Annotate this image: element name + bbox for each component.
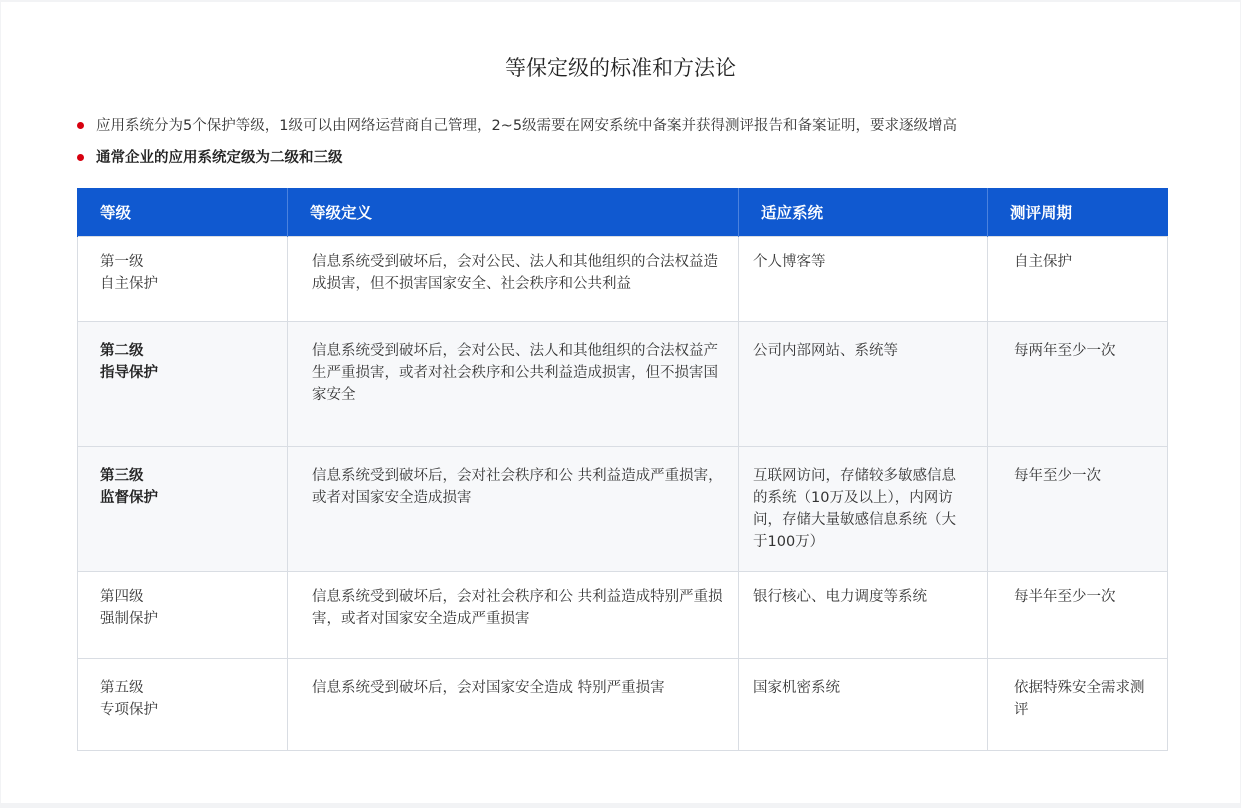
- level-name: 第五级: [100, 680, 144, 696]
- level-name: 第四级: [100, 589, 144, 605]
- bullet-list: [77, 116, 957, 180]
- header-cycle: 测评周期: [988, 188, 1168, 237]
- level-sub: 强制保护: [100, 611, 158, 627]
- definition-cell: 信息系统受到破坏后，会对社会秩序和公 共利益造成严重损害，或者对国家安全造成损害: [288, 447, 739, 572]
- cycle-cell: 每两年至少一次: [988, 322, 1168, 447]
- bullet-dot-icon: [77, 122, 84, 129]
- level-cell: [78, 572, 288, 659]
- content-card: [1, 2, 1240, 803]
- level-sub: 指导保护: [100, 365, 158, 381]
- system-cell: 互联网访问，存储较多敏感信息的系统（10万及以上），内网访问，存储大量敏感信息系统（大于100万）: [739, 447, 988, 572]
- definition-cell: 信息系统受到破坏后，会对公民、法人和其他组织的合法权益造成损害，但不损害国家安全、社会秩序和公共利益: [288, 237, 739, 322]
- bullet-text: 应用系统分为5个保护等级，1级可以由网络运营商自己管理，2~5级需要在网安系统中备案并获得测评报告和备案证明，要求逐级增高: [96, 118, 958, 134]
- cycle-cell: 自主保护: [988, 237, 1168, 322]
- level-sub: 监督保护: [100, 490, 158, 506]
- level-cell: [78, 659, 288, 751]
- header-system: 适应系统: [739, 188, 988, 237]
- bullet-text: 通常企业的应用系统定级为二级和三级: [96, 150, 343, 166]
- level-sub: 专项保护: [100, 702, 158, 718]
- table-row: [78, 572, 1168, 659]
- level-cell: [78, 237, 288, 322]
- definition-cell: 信息系统受到破坏后，会对公民、法人和其他组织的合法权益产生严重损害，或者对社会秩序和公共利益造成损害，但不损害国家安全: [288, 322, 739, 447]
- bullet-item: [77, 116, 957, 148]
- cycle-cell: 依据特殊安全需求测评: [988, 659, 1168, 751]
- level-name: 第二级: [100, 343, 144, 359]
- definition-cell: 信息系统受到破坏后，会对社会秩序和公 共利益造成特别严重损害，或者对国家安全造成严重损害: [288, 572, 739, 659]
- level-table: [77, 188, 1168, 751]
- bullet-item: [77, 148, 957, 180]
- system-cell: 国家机密系统: [739, 659, 988, 751]
- table-row: [78, 659, 1168, 751]
- level-cell: [78, 447, 288, 572]
- cycle-cell: 每半年至少一次: [988, 572, 1168, 659]
- level-sub: 自主保护: [100, 276, 158, 292]
- table-row: [78, 447, 1168, 572]
- level-name: 第三级: [100, 468, 144, 484]
- system-cell: 个人博客等: [739, 237, 988, 322]
- table-header-row: [78, 188, 1168, 237]
- system-cell: 公司内部网站、系统等: [739, 322, 988, 447]
- system-cell: 银行核心、电力调度等系统: [739, 572, 988, 659]
- header-level: 等级: [78, 188, 288, 237]
- page-title: 等保定级的标准和方法论: [505, 56, 736, 80]
- level-name: 第一级: [100, 254, 144, 270]
- definition-cell: 信息系统受到破坏后，会对国家安全造成 特别严重损害: [288, 659, 739, 751]
- header-definition: 等级定义: [288, 188, 739, 237]
- cycle-cell: 每年至少一次: [988, 447, 1168, 572]
- level-cell: [78, 322, 288, 447]
- bullet-dot-icon: [77, 154, 84, 161]
- table-row: [78, 237, 1168, 322]
- table-row: [78, 322, 1168, 447]
